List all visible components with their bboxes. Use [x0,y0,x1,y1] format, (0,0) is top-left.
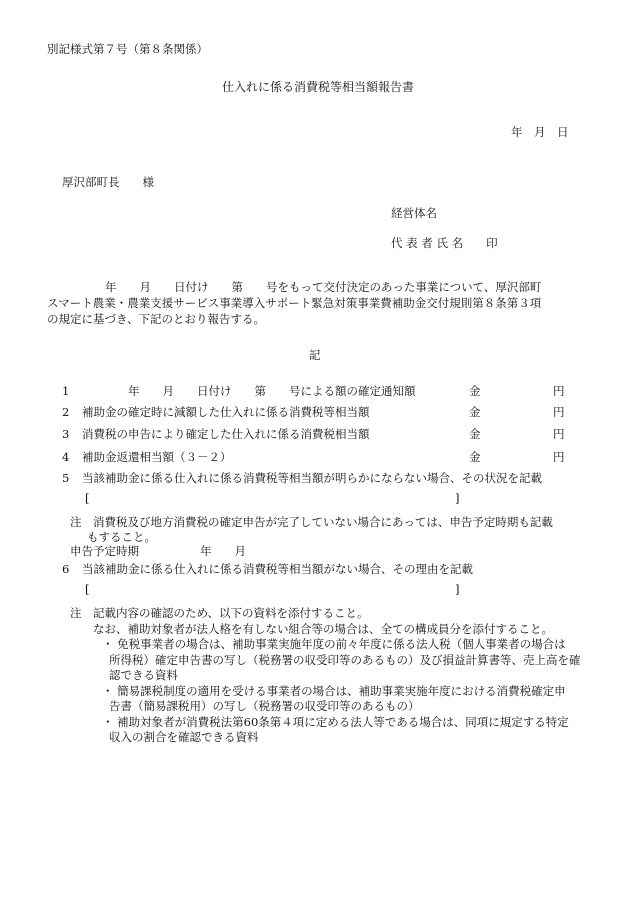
item-text: 当該補助金に係る仕入れに係る消費税等相当額がない場合、その理由を記載 [82,562,473,576]
item-number: 2 [62,405,70,419]
attachment-note-line-1: 注 記載内容の確認のため、以下の資料を添付すること。 [70,606,369,620]
filing-schedule-value: 年 月 [200,544,246,558]
item5-note [70,515,553,545]
addressee: 厚沢部町長 様 [62,175,154,189]
filing-schedule-label: 申告予定時期 [70,544,139,558]
yen-label: 円 [553,405,565,419]
attachment-note [70,606,581,746]
item6-bracket-open: [ [85,582,90,596]
item-number: 5 [62,471,70,485]
intro-line-3: の規定に基づき、下記のとおり報告する。 [47,312,266,326]
currency-label: 金 [469,450,481,464]
item-row-6 [62,564,602,578]
yen-label: 円 [553,384,565,398]
attachment-bullet-1 [70,637,581,684]
representative-name-label: 代 表 者 氏 名 印 [391,236,498,250]
item-text: 当該補助金に係る仕入れに係る消費税等相当額が明らかにならない場合、その状況を記載 [82,471,542,485]
intro-line-2: スマート農業・農業支援サービス事業導入サポート緊急対策事業費補助金交付規則第８条第３項 [47,296,542,310]
item-number: 6 [62,562,70,576]
item-row-2 [62,407,582,421]
bullet-line: 所得税）確定申告書の写し（税務署の収受印等のあるもの）及び損益計算書等、売上高を確 [109,652,581,667]
item-row-4 [62,452,582,466]
attachment-bullet-2 [70,684,581,715]
item-text: 消費税の申告により確定した仕入れに係る消費税相当額 [82,427,370,441]
currency-label: 金 [469,405,481,419]
item-text: 補助金の確定時に減額した仕入れに係る消費税等相当額 [82,405,370,419]
document-title: 仕入れに係る消費税等相当額報告書 [222,80,415,94]
item-row-3 [62,429,582,443]
item-number: 3 [62,427,70,441]
business-name-label: 経営体名 [391,206,437,220]
attachment-note-line-2: なお、補助対象者が法人格を有しない組合等の場合は、全ての構成員分を添付すること。 [93,621,553,636]
yen-label: 円 [553,450,565,464]
item-row-1 [62,386,582,400]
item-row-5 [62,473,602,487]
item5-note-line-1: 注 消費税及び地方消費税の確定申告が完了していない場合にあっては、申告予定時期も記載 [70,515,553,529]
item6-bracket-close: ] [455,582,460,596]
intro-paragraph [47,279,592,327]
form-label: 別記様式第７号（第８条関係） [47,42,208,56]
currency-label: 金 [469,427,481,441]
bullet-line: 告書（簡易課税用）の写し（税務署の収受印等のあるもの） [109,699,420,713]
item-number: 4 [62,450,70,464]
currency-label: 金 [469,384,481,398]
report-date: 年 月 日 [511,125,569,139]
item5-bracket-open: [ [85,491,90,505]
item-text: 年 月 日付け 第 号による額の確定通知額 [82,384,416,398]
attachment-bullet-3 [70,715,581,746]
bullet-line: ・ 補助対象者が消費税法第60条第４項に定める法人等である場合は、同項に規定する特定 [102,714,569,729]
item-text: 補助金返還相当額（３－２） [82,450,232,464]
ki-heading: 記 [309,348,321,362]
bullet-line: ・ 免税事業者の場合は、補助事業実施年度の前々年度に係る法人税（個人事業者の場合は [102,637,566,651]
bullet-line: 認できる資料 [109,668,178,682]
intro-line-1: 年 月 日付け 第 号をもって交付決定のあった事業について、厚沢部町 [105,280,542,294]
item-number: 1 [62,384,70,398]
yen-label: 円 [553,427,565,441]
bullet-line: 収入の割合を確認できる資料 [109,730,259,744]
item5-note-line-2: もすること。 [87,530,156,544]
item5-bracket-close: ] [455,491,460,505]
bullet-line: ・ 簡易課税制度の適用を受ける事業者の場合は、補助事業実施年度における消費税確定申 [102,683,566,698]
